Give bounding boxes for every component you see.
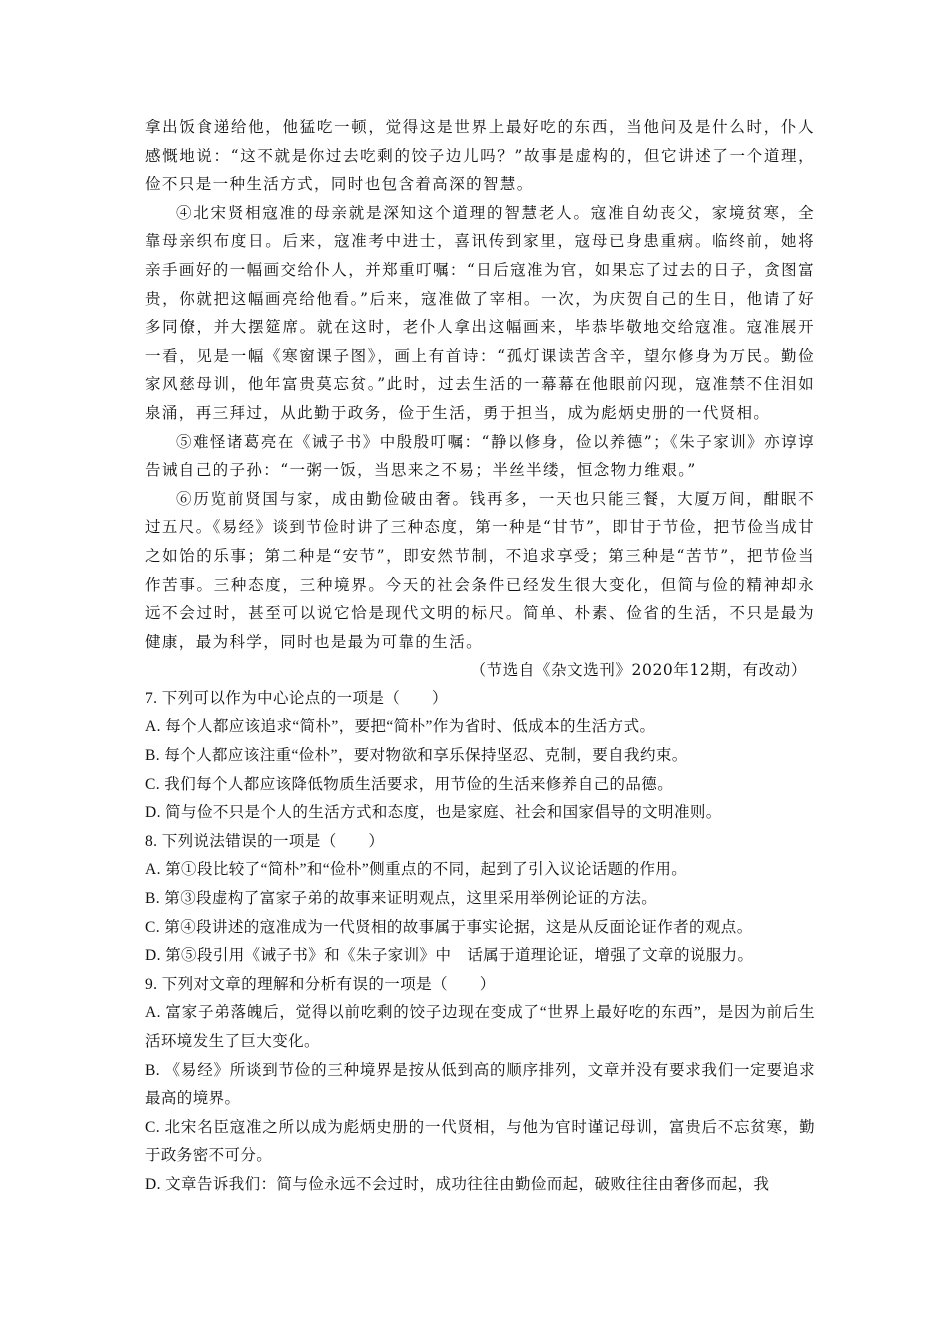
passage-paragraph-3-continued: 拿出饭食递给他，他猛吃一顿，觉得这是世界上最好吃的东西，当他问及是什么时，仆人感慨地说：“这不就是你过去吃剩的饺子边儿吗？”故事是虚构的，但它讲述了一个道理，俭不只是一种生活方式，同时也包含着高深的智慧。: [145, 118, 815, 194]
question-7: [145, 685, 815, 828]
option-c: C. 我们每个人都应该降低物质生活要求，用节俭的生活来修养自己的品德。: [145, 775, 674, 793]
option-c: C. 北宋名臣寇准之所以成为彪炳史册的一代贤相，与他为官时谨记母训，富贵后不忘贫寒，勤于政务密不可分。: [145, 1118, 815, 1165]
exam-page: [145, 113, 815, 1200]
option-d: D. 第⑤段引用《诫子书》和《朱子家训》中 话属于道理论证，增强了文章的说服力。: [145, 947, 754, 965]
option-b: B. 第③段虚构了富家子弟的故事来证明观点，这里采用举例论证的方法。: [145, 890, 658, 908]
question-8: [145, 828, 815, 971]
option-a: A. 富家子弟落魄后，觉得以前吃剩的饺子边现在变成了“世界上最好吃的东西”，是因为前后生活环境发生了巨大变化。: [145, 1004, 815, 1050]
question-9: [145, 971, 815, 1200]
passage-source: （节选自《杂文选刊》2020年12期，有改动）: [470, 661, 807, 680]
option-b: B. 《易经》所谈到节俭的三种境界是按从低到高的顺序排列，文章并没有要求我们一定要追求最高的境界。: [145, 1061, 815, 1108]
option-b: B. 每个人都应该注重“俭朴”，要对物欲和享乐保持坚忍、克制，要自我约束。: [145, 747, 688, 765]
option-d: D. 简与俭不只是个人的生活方式和态度，也是家庭、社会和国家倡导的文明准则。: [145, 804, 722, 822]
passage-paragraph-6: ⑥历览前贤国与家，成由勤俭破由奢。钱再多，一天也只能三餐，大厦万间，酣眠不过五尺。《易经》谈到节俭时讲了三种态度，第一种是“甘节”，即甘于节俭，把节俭当成甘之如饴的乐事；第二种是“安节”，即安然节制，不追求享受；第三种是“苦节”，把节俭当作苦事。三种态度，三种境界。今天的社会条件已经发生很大变化，但简与俭的精神却永远不会过时，甚至可以说它恰是现代文明的标尺。简单、朴素、俭省的生活，不只是最为健康，最为科学，同时也是最为可靠的生活。: [145, 489, 816, 651]
option-d: D. 文章告诉我们：简与俭永远不会过时，成功往往由勤俭而起，破败往往由奢侈而起，我: [145, 1175, 770, 1193]
option-a: A. 第①段比较了“简朴”和“俭朴”侧重点的不同，起到了引入议论话题的作用。: [145, 861, 688, 879]
question-stem: 7. 下列可以作为中心论点的一项是（ ）: [145, 689, 448, 707]
option-a: A. 每个人都应该追求“简朴”，要把“简朴”作为省时、低成本的生活方式。: [145, 718, 656, 736]
question-stem: 9. 下列对文章的理解和分析有误的一项是（ ）: [145, 975, 496, 993]
passage-paragraph-5: ⑤难怪诸葛亮在《诫子书》中殷殷叮嘱：“静以修身，俭以养德”；《朱子家训》亦谆谆告诫自己的子孙：“一粥一饭，当思来之不易；半丝半缕，恒念物力维艰。”: [145, 432, 815, 480]
option-c: C. 第④段讲述的寇准成为一代贤相的故事属于事实论据，这是从反面论证作者的观点。: [145, 918, 753, 936]
question-stem: 8. 下列说法错误的一项是（ ）: [145, 832, 385, 850]
passage-paragraph-4: ④北宋贤相寇准的母亲就是深知这个道理的智慧老人。寇准自幼丧父，家境贫寒，全靠母亲织布度日。后来，寇准考中进士，喜讯传到家里，寇母已身患重病。临终前，她将亲手画好的一幅画交给仆人，并郑重叮嘱：“日后寇准为官，如果忘了过去的日子，贪图富贵，你就把这幅画亮给他看。”后来，寇准做了宰相。一次，为庆贺自己的生日，他请了好多同僚，并大摆筵席。就在这时，老仆人拿出这幅画来，毕恭毕敬地交给寇准。寇准展开一看，见是一幅《寒窗课子图》，画上有首诗：“孤灯课读苦含辛，望尔修身为万民。勤俭家风慈母训，他年富贵莫忘贫。”此时，过去生活的一幕幕在他眼前闪现，寇准禁不住泪如泉涌，再三拜过，从此勤于政务，俭于生活，勇于担当，成为彪炳史册的一代贤相。: [145, 203, 815, 422]
